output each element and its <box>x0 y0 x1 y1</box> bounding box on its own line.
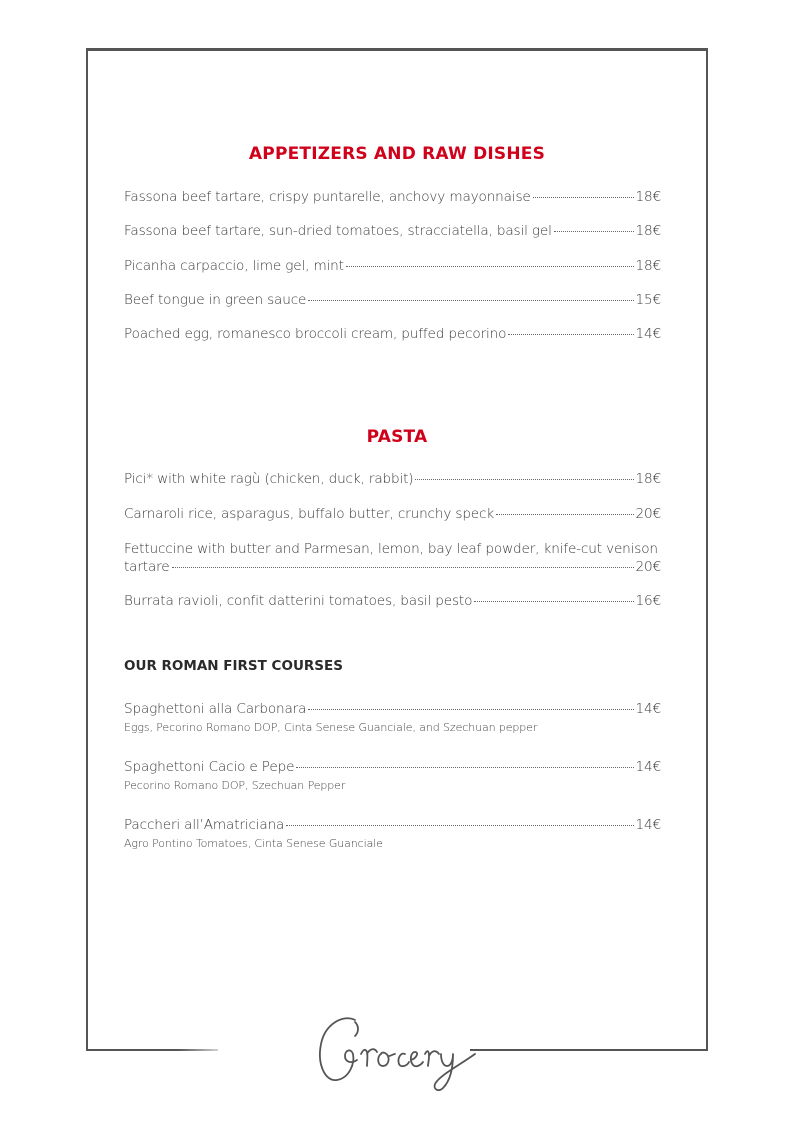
item-name: Picanha carpaccio, lime gel, mint <box>124 258 344 274</box>
dot-leader <box>554 231 634 232</box>
item-name: Fassona beef tartare, crispy puntarelle, anchovy mayonnaise <box>124 189 531 205</box>
item-price: 16€ <box>635 593 661 609</box>
item-price: 14€ <box>635 701 661 717</box>
menu-item <box>124 291 661 309</box>
item-name: Paccheri all’Amatriciana <box>124 817 285 833</box>
menu-item <box>124 257 661 275</box>
dot-leader <box>474 601 633 602</box>
dot-leader <box>308 300 633 301</box>
dot-leader <box>346 266 634 267</box>
item-name: Fassona beef tartare, sun-dried tomatoes, stracciatella, basil gel <box>124 223 552 239</box>
dot-leader <box>508 334 633 335</box>
item-name-line2: tartare <box>124 559 170 575</box>
grocery-logo <box>315 1010 485 1092</box>
item-name: Poached egg, romanesco broccoli cream, puffed pecorino <box>124 326 507 342</box>
menu-item <box>124 222 661 240</box>
item-price: 18€ <box>635 258 661 274</box>
dot-leader <box>296 767 633 768</box>
item-name: Spaghettoni alla Carbonara <box>124 701 307 717</box>
menu-item <box>124 816 661 853</box>
item-price: 14€ <box>635 759 661 775</box>
section-title-roman: OUR ROMAN FIRST COURSES <box>124 658 343 674</box>
item-name: Pici* with white ragù (chicken, duck, rabbit) <box>124 471 414 487</box>
dot-leader <box>308 709 633 710</box>
item-name: Burrata ravioli, confit datterini tomatoes, basil pesto <box>124 593 473 609</box>
item-description: Eggs, Pecorino Romano DOP, Cinta Senese Guanciale, and Szechuan pepper <box>124 721 538 734</box>
item-price: 20€ <box>635 559 661 575</box>
item-price: 18€ <box>635 471 661 487</box>
item-name: Spaghettoni Cacio e Pepe <box>124 759 295 775</box>
item-name-line1: Fettuccine with butter and Parmesan, lemon, bay leaf powder, knife-cut venison <box>124 541 658 557</box>
item-price: 14€ <box>635 817 661 833</box>
menu-item <box>124 758 661 795</box>
item-description: Agro Pontino Tomatoes, Cinta Senese Guanciale <box>124 837 383 850</box>
frame-bottom-right-line <box>470 1049 708 1051</box>
frame-bottom-left-line <box>86 1049 218 1051</box>
dot-leader <box>286 825 633 826</box>
item-price: 18€ <box>635 189 661 205</box>
section-title-pasta: PASTA <box>366 427 428 447</box>
item-price: 20€ <box>635 506 661 522</box>
dot-leader <box>496 514 633 515</box>
menu-item <box>124 325 661 343</box>
dot-leader <box>533 197 634 198</box>
item-price: 15€ <box>635 292 661 308</box>
item-price: 18€ <box>635 223 661 239</box>
menu-item <box>124 700 661 737</box>
item-price: 14€ <box>635 326 661 342</box>
item-name: Beef tongue in green sauce <box>124 292 307 308</box>
menu-item <box>124 188 661 206</box>
menu-item <box>124 470 661 488</box>
dot-leader <box>415 479 633 480</box>
menu-item <box>124 540 661 576</box>
item-name: Carnaroli rice, asparagus, buffalo butter, crunchy speck <box>124 506 495 522</box>
item-description: Pecorino Romano DOP, Szechuan Pepper <box>124 779 346 792</box>
section-title-appetizers: APPETIZERS AND RAW DISHES <box>248 144 546 164</box>
menu-item <box>124 505 661 523</box>
dot-leader <box>172 567 634 568</box>
menu-item <box>124 592 661 610</box>
